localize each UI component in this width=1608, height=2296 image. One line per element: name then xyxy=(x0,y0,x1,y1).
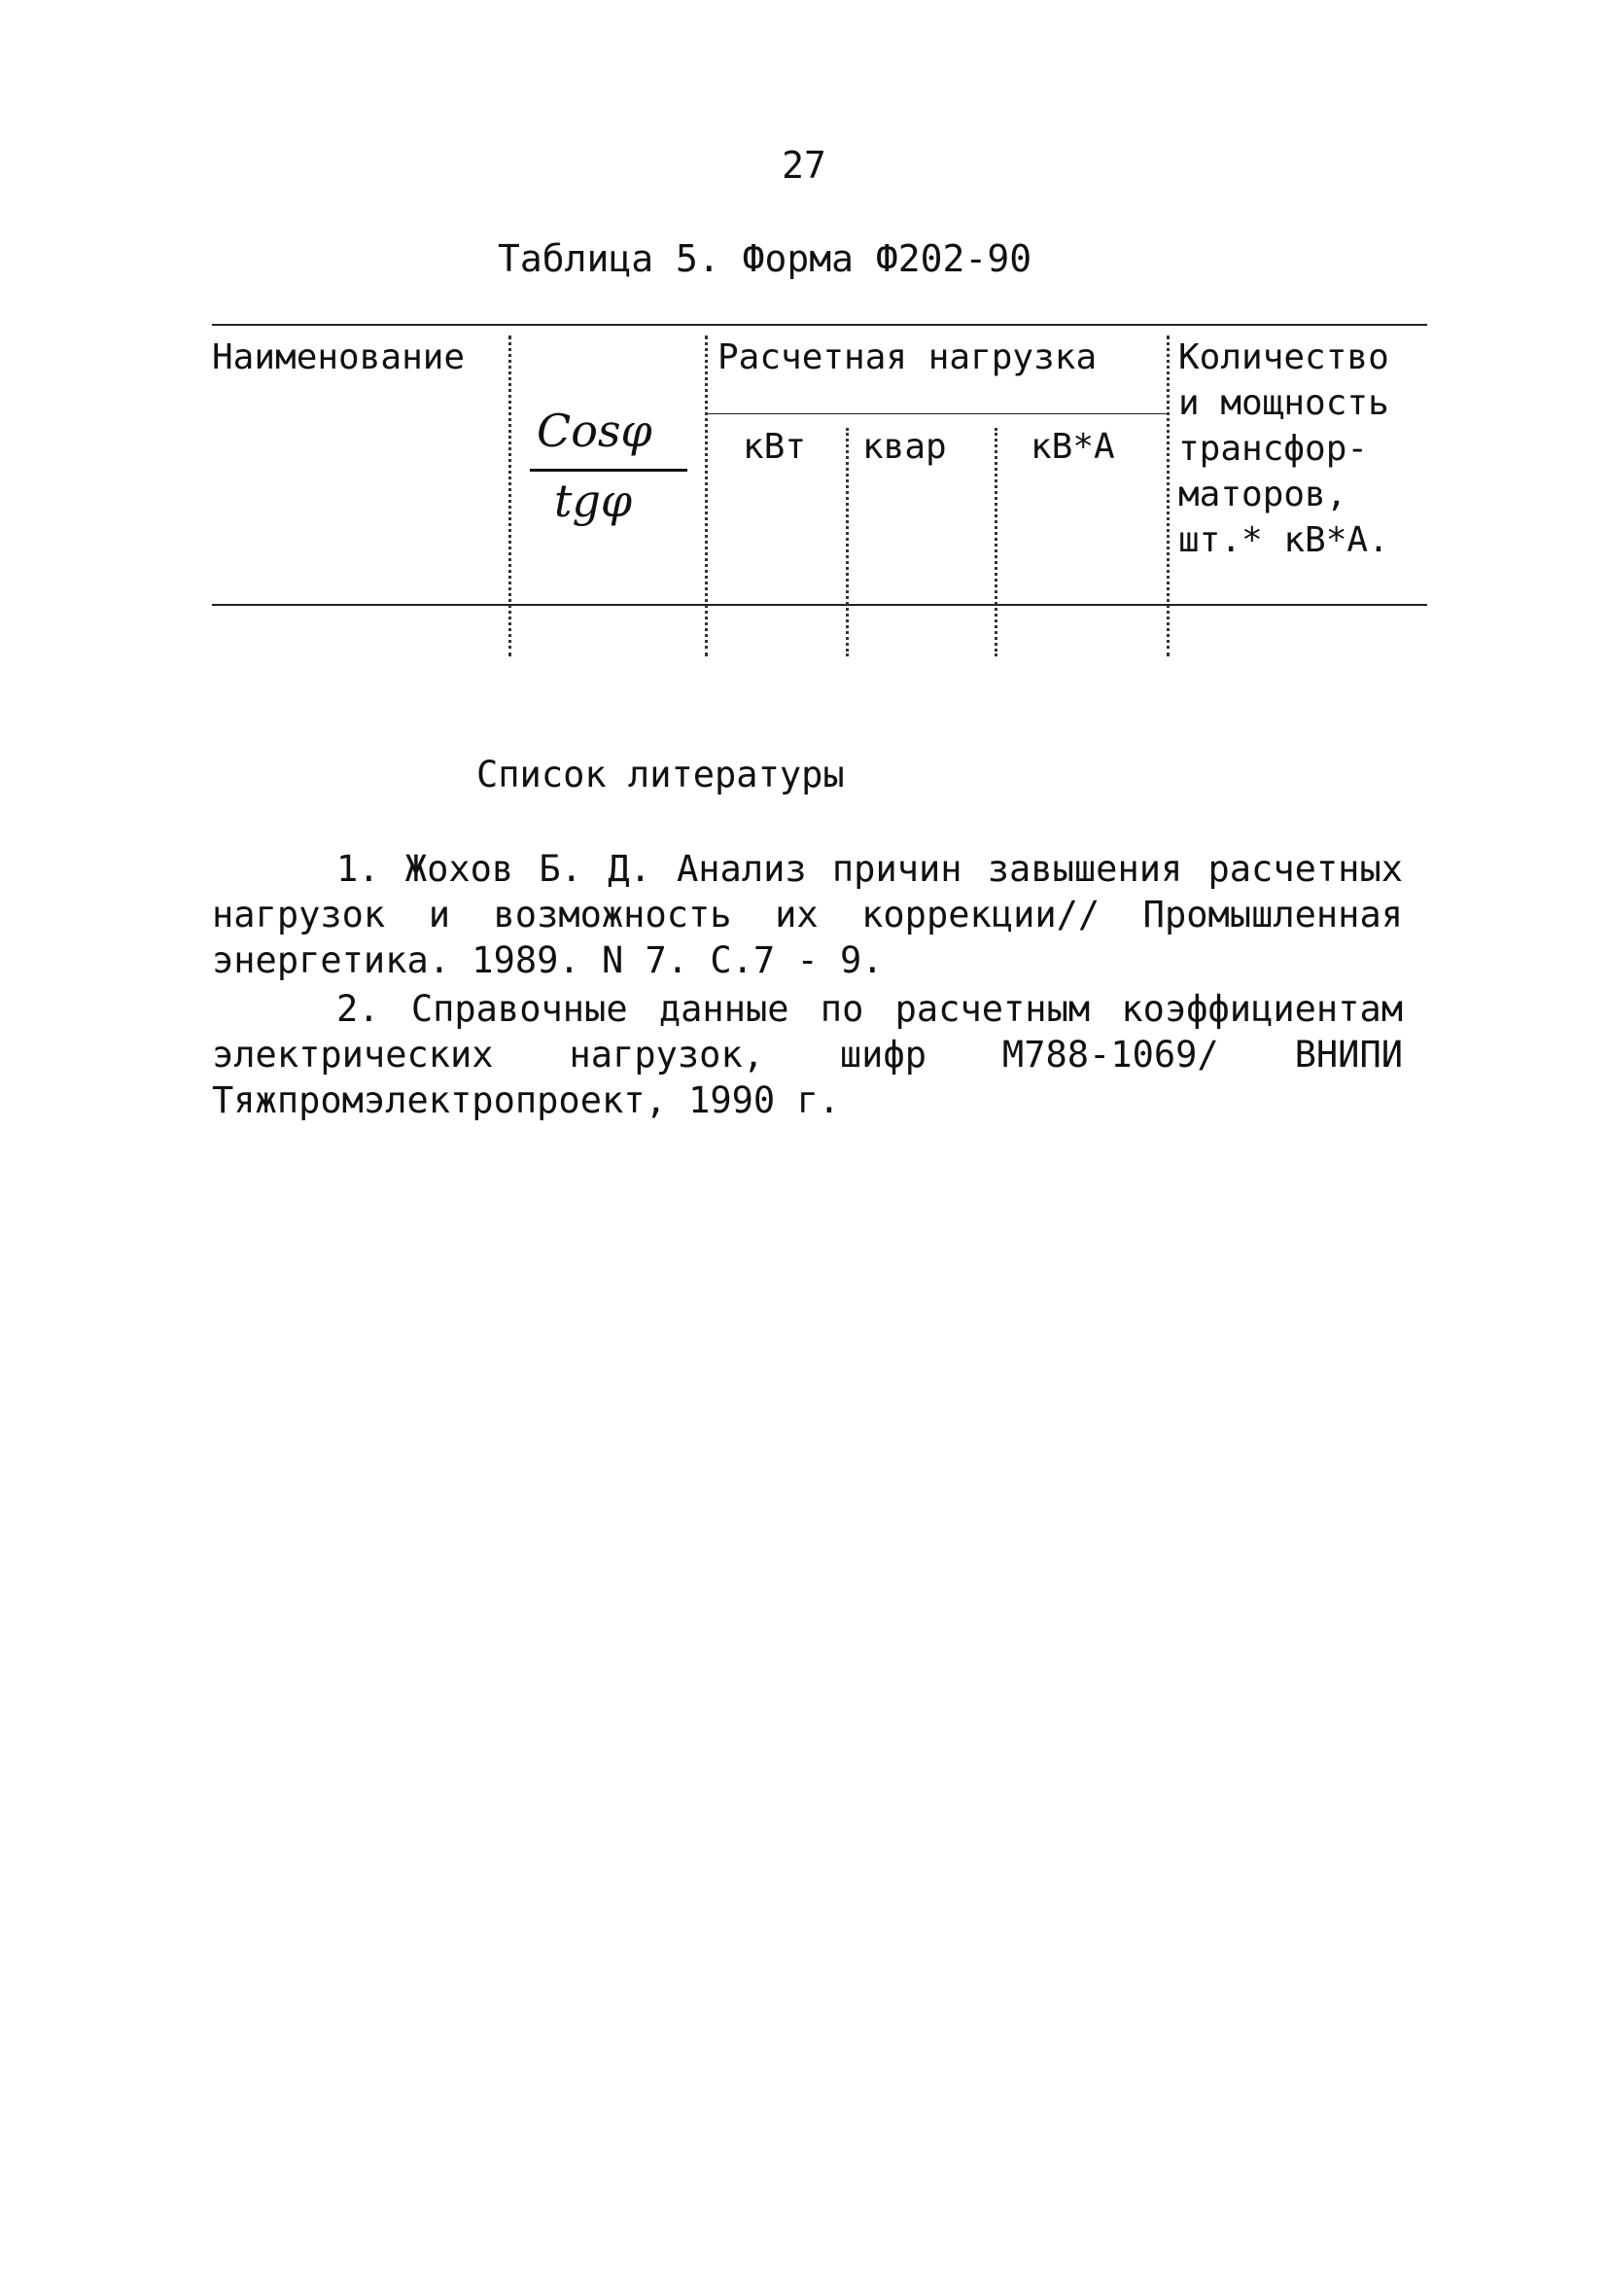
header-kvar: квар xyxy=(862,427,947,467)
references-title: Список литературы xyxy=(476,754,845,795)
transformers-line: трансфор- xyxy=(1178,429,1369,469)
table-top-border xyxy=(212,324,1427,326)
page-number: 27 xyxy=(782,144,826,187)
column-separator xyxy=(995,428,997,656)
cos-phi-label: Cosφ xyxy=(537,405,652,457)
reference-item: 2. Справочные данные по расчетным коэффициентам электрических нагрузок, шифр М788-1069/ ВНИПИ Тяжпромэлектропроект, 1990 г. xyxy=(212,988,1403,1121)
header-calculated-load: Расчетная нагрузка xyxy=(717,337,1098,377)
fraction-bar xyxy=(530,469,687,472)
tg-phi-label: tgφ xyxy=(554,475,633,527)
transformers-line: шт.* кВ*А. xyxy=(1178,520,1389,560)
reference-item: 1. Жохов Б. Д. Анализ причин завышения расчетных нагрузок и возможность их коррекции// Промышленная энергетика. 1989. N 7. С.7 - 9. xyxy=(212,848,1403,981)
header-name: Наименование xyxy=(212,337,466,377)
column-separator xyxy=(705,336,708,656)
column-separator xyxy=(846,428,849,656)
transformers-line: и мощность xyxy=(1178,383,1389,423)
transformers-line: маторов, xyxy=(1178,475,1347,514)
table-header-bottom xyxy=(212,604,1427,606)
transformers-line: Количество xyxy=(1178,337,1389,377)
load-subheader-line xyxy=(708,413,1167,414)
table-caption: Таблица 5. Форма Ф202-90 xyxy=(498,237,1032,280)
header-kva: кВ*А xyxy=(1031,427,1115,467)
column-separator xyxy=(508,336,511,656)
header-kw: кВт xyxy=(743,427,807,467)
column-separator xyxy=(1167,336,1170,656)
